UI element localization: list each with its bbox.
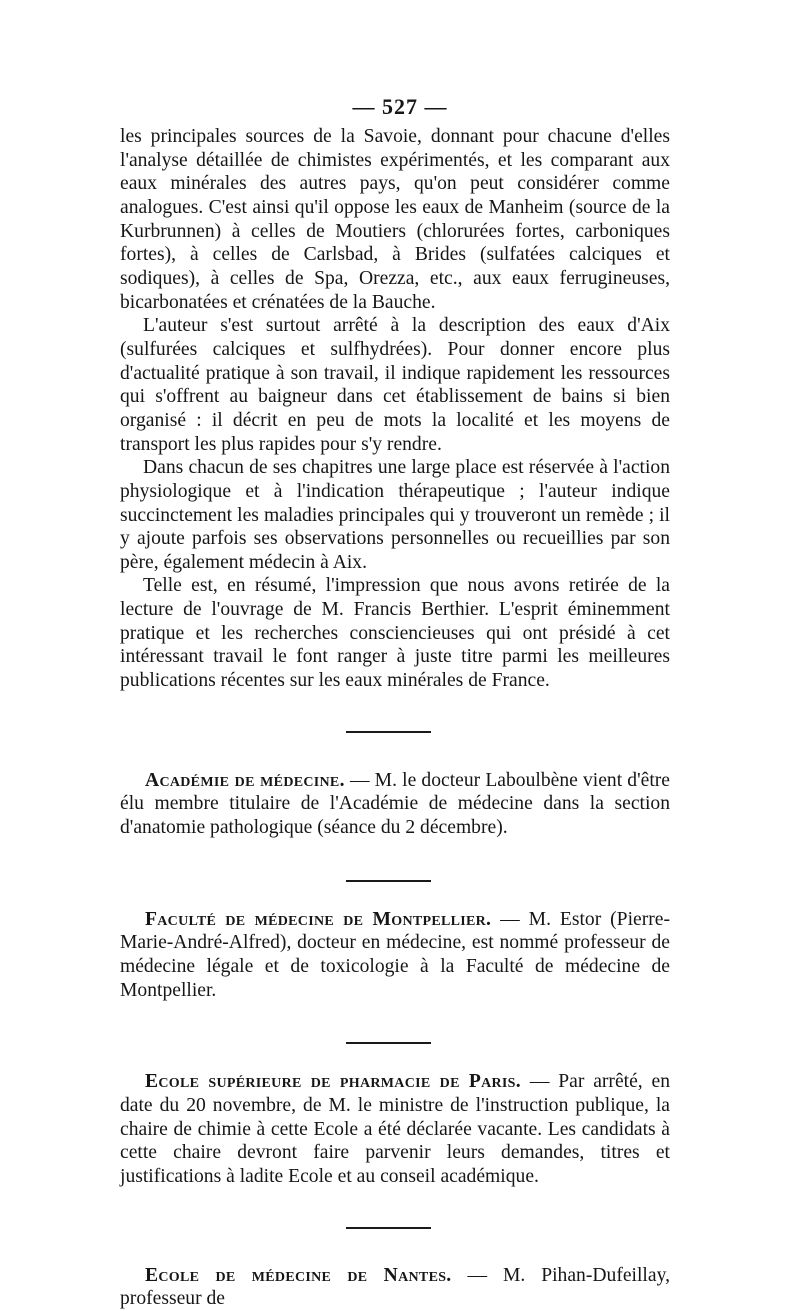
article-paragraph: les principales sources de la Savoie, donnant pour chacune d'elles l'analyse détaillée de chimistes expérimentés, et les comparant aux eaux minérales des autres pays, qu'on peut considérer comme analogues. C'est ainsi qu'il oppose les eaux de Manheim (source de la Kurbrunnen) à celles de Moutiers (chlorurées fortes, carboniques fortes), à celles de Carlsbad, à Brides (sulfatées calciques et sodiques), à celles de Spa, Orezza, etc., aux eaux ferrugineuses, bicarbonatées et crénatées de la Bauche. [120, 126, 670, 313]
news-heading: Ecole supérieure de pharmacie de Paris. [145, 1071, 521, 1093]
page-number: — 527 — [352, 94, 448, 119]
section-divider [346, 880, 431, 882]
news-heading: Ecole de médecine de Nantes. [145, 1264, 452, 1286]
news-heading: Faculté de médecine de Montpellier. [145, 908, 492, 930]
section-divider [346, 731, 431, 733]
section-divider [346, 1227, 431, 1229]
article-paragraph: Dans chacun de ses chapitres une large place est réservée à l'action physiologique et à l'indication thérapeutique ; l'auteur indique succinctement les maladies principales qui y trouveront un remède ; il y ajoute parfois ses observations personnelles ou recueillies par son père, également médecin à Aix. [120, 457, 670, 573]
article-paragraph: L'auteur s'est surtout arrêté à la description des eaux d'Aix (sulfurées calciques et sulfhydrées). Pour donner encore plus d'actualité pratique à son travail, il indique rapidement les ressources qui s'offrent au baigneur dans cet établissement de bains si bien organisé : il décrit en peu de mots la localité et les moyens de transport les plus rapides pour s'y rendre. [120, 315, 670, 455]
section-divider [346, 1042, 431, 1044]
news-heading: Académie de médecine. [145, 769, 345, 791]
news-item [120, 1070, 670, 1188]
news-item [120, 908, 670, 1003]
news-text: — M. Pihan-Dufeillay, professeur de [120, 1264, 670, 1310]
news-text: — M. Estor (Pierre-Marie-André-Alfred), docteur en médecine, est nommé professeur de médecine légale et de toxicologie à la Faculté de médecine de Montpellier. [120, 908, 670, 1001]
article-paragraph: Telle est, en résumé, l'impression que nous avons retirée de la lecture de l'ouvrage de M. Francis Berthier. L'esprit éminemment pratique et les recherches consciencieuses qui ont présidé à cet intéressant travail le font ranger à juste titre parmi les meilleures publications récentes sur les eaux minérales de France. [120, 575, 670, 692]
news-text: — Par arrêté, en date du 20 novembre, de M. le ministre de l'instruction publique, la chaire de chimie à cette Ecole a été déclarée vacante. Les candidats à cette chaire devront faire parvenir leurs demandes, titres et justifications à ladite Ecole et au conseil académique. [120, 1071, 671, 1187]
news-item [120, 1264, 670, 1311]
news-text: — M. le docteur Laboulbène vient d'être élu membre titulaire de l'Académie de médecine dans la section d'anatomie pathologique (séance du 2 décembre). [120, 769, 670, 839]
text-column [120, 125, 670, 1311]
news-item [120, 769, 670, 840]
